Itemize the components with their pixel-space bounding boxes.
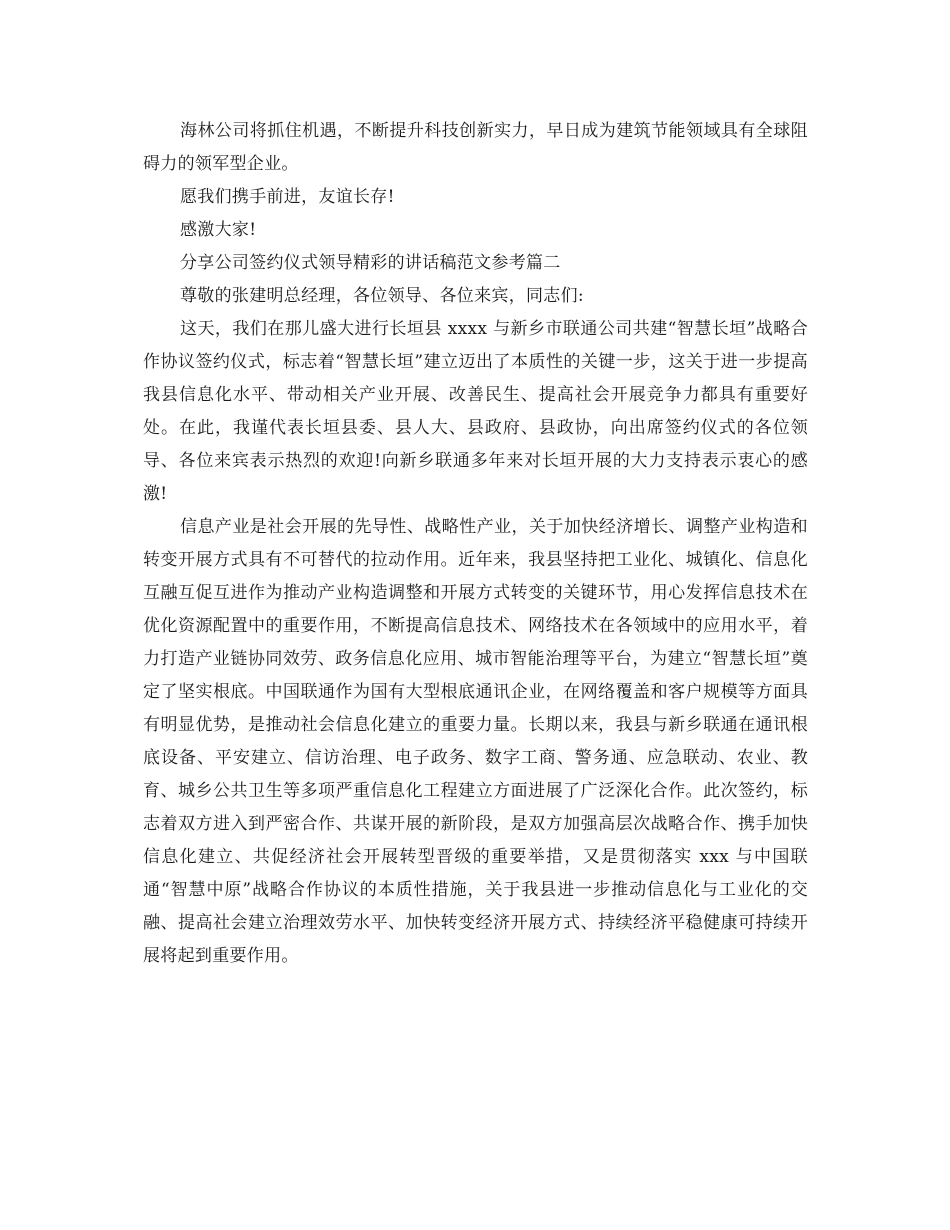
salutation: 尊敬的张建明总经理，各位领导、各位来宾，同志们: [180, 286, 584, 306]
paragraph-3: 感激大家! [180, 220, 257, 240]
paragraph-6: 这天，我们在那儿盛大进行长垣县 xxxx 与新乡市联通公司共建“智慧长垣”战略合作协议签约仪式，标志着“智慧长垣”建立迈出了本质性的关键一步，这关于进一步提高我县信息化水平、带动相关产业开展、改善民生、提高社会开展竞争力都具有重要好处。在此，我谨代表长垣县委、县人大、县政府、县政协，向出席签约仪式的各位领导、各位来宾表示热烈的欢迎!向新乡联通多年来对长垣开展的大力支持表示衷心的感激! [143, 319, 808, 504]
section-title: 分享公司签约仪式领导精彩的讲话稿范文参考篇二 [180, 253, 561, 273]
paragraph-2: 愿我们携手前进，友谊长存! [180, 187, 395, 207]
paragraph-7: 信息产业是社会开展的先导性、战略性产业，关于加快经济增长、调整产业构造和转变开展方式具有不可替代的拉动作用。近年来，我县坚持把工业化、城镇化、信息化互融互促互进作为推动产业构造调整和开展方式转变的关键环节，用心发挥信息技术在优化资源配置中的重要作用，不断提高信息技术、网络技术在各领域中的应用水平，着力打造产业链协同效劳、政务信息化应用、城市智能治理等平台，为建立“智慧长垣”奠定了坚实根底。中国联通作为国有大型根底通讯企业，在网络覆盖和客户规模等方面具有明显优势，是推动社会信息化建立的重要力量。长期以来，我县与新乡联通在通讯根底设备、平安建立、信访治理、电子政务、数字工商、警务通、应急联动、农业、教育、城乡公共卫生等多项严重信息化工程建立方面进展了广泛深化合作。此次签约，标志着双方进入到严密合作、共谋开展的新阶段，是双方加强高层次战略合作、携手加快信息化建立、共促经济社会开展转型晋级的重要举措，又是贯彻落实 xxx 与中国联通“智慧中原”战略合作协议的本质性措施，关于我县进一步推动信息化与工业化的交融、提高社会建立治理效劳水平、加快转变经济开展方式、持续经济平稳健康可持续开展将起到重要作用。 [143, 517, 808, 966]
document-body [143, 115, 808, 973]
paragraph-1: 海林公司将抓住机遇，不断提升科技创新实力，早日成为建筑节能领域具有全球阻碍力的领军型企业。 [143, 121, 808, 174]
